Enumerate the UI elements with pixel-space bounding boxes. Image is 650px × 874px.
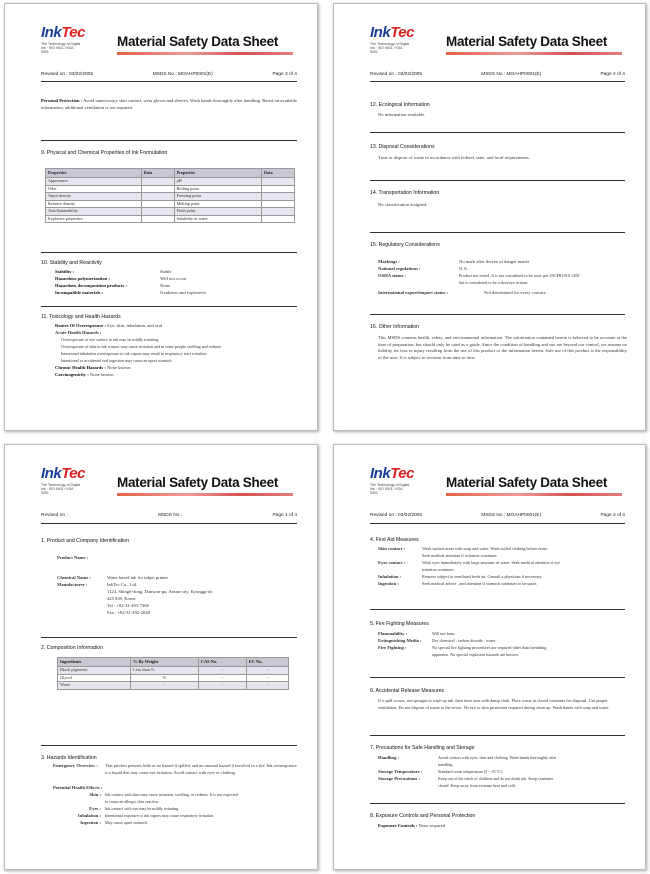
table-row: Water - - - bbox=[58, 682, 289, 690]
section-16-title: 16. Other Information bbox=[370, 324, 420, 330]
reg-label: National regulations : bbox=[378, 266, 421, 271]
divider bbox=[370, 132, 625, 133]
effect-label: Eyes : bbox=[89, 806, 101, 811]
manufacturer-line: 425 839, Korea bbox=[107, 596, 136, 601]
table-header-row: Ingredients % By Weight CAS No. EC No. bbox=[58, 658, 289, 667]
reg-label: OSHA status : bbox=[378, 273, 407, 278]
reg-label: Markings : bbox=[378, 259, 400, 264]
section-5-title: 5. Fire Fighting Measures bbox=[370, 621, 429, 627]
handling-label: Storage Precautions : bbox=[378, 776, 421, 781]
section-14-text: No classification assigned. bbox=[378, 202, 428, 207]
inktec-logo: InkTec bbox=[370, 24, 414, 41]
acute-line: Intentional or accidental oral ingestion may cause an upset stomach bbox=[61, 358, 172, 363]
divider bbox=[370, 735, 625, 736]
handling-value: handling. bbox=[438, 762, 454, 767]
aid-value: irritation continues. bbox=[422, 567, 455, 572]
aid-value: Seek medical advice , and attention if stomach continues to be upset. bbox=[422, 581, 538, 586]
title-underline bbox=[117, 493, 293, 496]
document-title: Material Safety Data Sheet bbox=[117, 34, 279, 49]
effect-label: Inhalation : bbox=[77, 813, 101, 818]
page-header bbox=[5, 445, 317, 509]
health-effects-label: Potential Health Effects : bbox=[53, 785, 103, 790]
effect-label: Skin : bbox=[89, 792, 101, 797]
inktec-logo: InkTec bbox=[41, 24, 85, 41]
emergency-text: This product presents little or no hazard if spilled, and no unusual hazard if involved in a fire. Ink overexposure is a liquid that may cause eye irritation. Avoid contact with eyes or clothing. bbox=[105, 763, 297, 775]
divider bbox=[41, 306, 297, 307]
polymerization-value: Will not occur bbox=[160, 276, 187, 281]
reg-label: International export/import status : bbox=[378, 290, 449, 295]
effect-value: Intentional exposure to ink vapors may cause respiratory irritation. bbox=[105, 813, 215, 818]
divider bbox=[370, 677, 625, 678]
chemical-name-label: Chemical Name : bbox=[57, 575, 91, 580]
page-number: Page 1 of 4 bbox=[272, 513, 297, 518]
divider bbox=[370, 314, 625, 315]
inktec-logo: InkTec bbox=[41, 465, 85, 482]
document-title: Material Safety Data Sheet bbox=[117, 475, 279, 490]
section-9-title: 9. Physical and Chemical Properties of Ink Formulation bbox=[41, 150, 168, 156]
fire-label: Extinguishing Media : bbox=[378, 638, 422, 643]
handling-value: closed. Keep away from extreme heat and cold. bbox=[438, 783, 516, 788]
effect-label: Ingestion : bbox=[80, 820, 101, 825]
table-row: Autoflammability Flash point bbox=[46, 208, 295, 216]
incompatible-value: Oxidizers and explosives bbox=[160, 290, 207, 295]
page-meta bbox=[41, 513, 297, 518]
divider bbox=[370, 523, 625, 524]
handling-value: Keep out of the reach of children and do not drink ink. Keep container bbox=[438, 776, 554, 781]
msds-page-3 bbox=[4, 3, 318, 431]
aid-label: Skin contact : bbox=[378, 546, 406, 551]
table-header-row: Properties Data Properties Data bbox=[46, 169, 295, 178]
handling-value: Avoid contact with eyes, skin and clothing. Wash hands thoroughly after bbox=[438, 755, 557, 760]
divider bbox=[41, 523, 297, 524]
chronic-row: Chronic Health Hazards : None known bbox=[55, 365, 131, 370]
personal-protection: Personal Protection : Avoid unnecessary skin contact, wear gloves and sleeves. Wash hands thoroughly after handling. Based on available information, additional ventilation is not required. bbox=[41, 98, 297, 110]
exposure-row: Exposure Controls : None required bbox=[378, 823, 445, 828]
section-12-title: 12. Ecological Information bbox=[370, 102, 430, 108]
aid-value: Wash eyes immediately with large amounts of water. Seek medical attention if eye bbox=[422, 560, 561, 565]
effect-value: Ink contact with eye may be mildly irritating. bbox=[105, 806, 180, 811]
handling-value: Standard room temperature (5 ~ 35 °C) bbox=[438, 769, 503, 774]
section-4-title: 4. First Aid Measures bbox=[370, 537, 419, 543]
aid-value: Remove subject to ventilated fresh air. Consult a physician if necessary. bbox=[422, 574, 543, 579]
manufacturer-line: Tel : +82-31-493-7368 bbox=[107, 603, 149, 608]
properties-table bbox=[45, 168, 295, 223]
manufacturer-line: Fax : +82-31-492-2048 bbox=[107, 610, 150, 615]
aid-label: Eyes contact : bbox=[378, 560, 406, 565]
acute-label: Acute Health Hazards : bbox=[55, 330, 102, 335]
aid-label: Inhalation : bbox=[378, 574, 402, 579]
effect-value: to cause an allergic skin reaction. bbox=[105, 799, 160, 804]
page-number: Page 2 of 4 bbox=[600, 513, 625, 518]
section-7-title: 7. Precautions for Safe Handling and Storage bbox=[370, 745, 475, 751]
section-1-title: 1. Product and Company Identification bbox=[41, 538, 129, 544]
section-12-text: No information available. bbox=[378, 112, 426, 117]
table-row: Glycol % - - bbox=[58, 674, 289, 682]
msds-page-1 bbox=[4, 444, 318, 870]
msds-page-2 bbox=[333, 444, 646, 870]
title-underline bbox=[446, 493, 622, 496]
revised-date: Revised on : 03/02/2005 bbox=[370, 513, 423, 518]
manufacturer-line: 1124, Shingil-dong, Danwon-gu, Ansan-city, Kyunggi-do bbox=[107, 589, 213, 594]
routes-row: Routes Of Overexposure : Eye, skin, inhalation, and oral bbox=[55, 323, 163, 328]
table-row: Appearance pH bbox=[46, 178, 295, 186]
title-underline bbox=[446, 52, 622, 55]
fire-label: Flammability : bbox=[378, 631, 408, 636]
carcinogenicity-row: Carcinogenicity : None known bbox=[55, 372, 114, 377]
reg-value: N.A. bbox=[459, 266, 468, 271]
handling-label: Storage Temperature : bbox=[378, 769, 423, 774]
section-13-title: 13. Disposal Considerations bbox=[370, 144, 435, 150]
fire-value: Dry chemical , carbon dioxide , water bbox=[432, 638, 496, 643]
msds-number: MSDS No : MOAHP0001(E) bbox=[481, 513, 542, 518]
document-title: Material Safety Data Sheet bbox=[446, 475, 608, 490]
logo-subtitle: The Technology of Digital Ink · ISO 9001 / KSA 9001 bbox=[41, 483, 81, 495]
msds-page-4 bbox=[333, 3, 646, 431]
section-2-title: 2. Composition Information bbox=[41, 645, 103, 651]
fire-value: Will not burn. bbox=[432, 631, 456, 636]
incompatible-row: Incompatible materials : bbox=[55, 290, 104, 295]
revised-date: Revised on : bbox=[41, 513, 68, 518]
divider bbox=[370, 232, 625, 233]
divider bbox=[370, 609, 625, 610]
polymerization-row: Hazardous polymerization : bbox=[55, 276, 110, 281]
effect-value: Ink contact with skin may cause irritation, swelling, or redness. It is not expected bbox=[105, 792, 238, 797]
divider bbox=[41, 745, 297, 746]
manufacturer-label: Manufacturer : bbox=[57, 582, 88, 587]
acute-line: Overexposure of eye surface to ink may be mildly irritating. bbox=[61, 337, 160, 342]
table-row: Black pigments Less than % - - bbox=[58, 667, 289, 675]
composition-table bbox=[57, 657, 289, 690]
stability-value: Stable bbox=[160, 269, 172, 274]
table-row: Vapor density Freezing point bbox=[46, 193, 295, 201]
logo-subtitle: The Technology of Digital Ink · ISO 9001 / KSA 9001 bbox=[41, 42, 81, 54]
divider bbox=[370, 81, 625, 82]
page-header bbox=[334, 4, 645, 68]
section-8-title: 8. Exposure Controls and Personal Protection bbox=[370, 813, 476, 819]
divider bbox=[41, 140, 297, 141]
section-13-text: Treat or dispose of waste in accordance with federal, state, and local requirements. bbox=[378, 155, 530, 160]
reg-value: Product not tested. It is not considered to be toxic per 29CFR1910.1200 bbox=[459, 273, 580, 278]
msds-number: MSDS No : bbox=[158, 513, 183, 518]
divider bbox=[41, 637, 297, 638]
msds-number: MSDS No : MOAHP0001(E) bbox=[481, 72, 542, 77]
aid-value: Seek medical attention if irritation continues. bbox=[422, 553, 498, 558]
handling-label: Handling : bbox=[378, 755, 400, 760]
fire-value: No special fire fighting procedures are required other than breathing bbox=[432, 645, 547, 650]
divider bbox=[41, 81, 297, 82]
logo-subtitle: The Technology of Digital Ink · ISO 9001 / KSA 9001 bbox=[370, 483, 410, 495]
page-meta bbox=[370, 72, 625, 77]
reg-value: No mark after decree of danger matter bbox=[459, 259, 530, 264]
section-15-title: 15. Regulatory Considerations bbox=[370, 242, 440, 248]
divider bbox=[370, 803, 625, 804]
page-number: Page 3 of 4 bbox=[272, 72, 297, 77]
logo-subtitle: The Technology of Digital Ink · ISO 9001 / KSA 9001 bbox=[370, 42, 410, 54]
product-name-label: Product Name : bbox=[57, 555, 89, 560]
divider bbox=[41, 252, 297, 253]
decomposition-value: None bbox=[160, 283, 170, 288]
page-number: Page 4 of 4 bbox=[600, 72, 625, 77]
fire-label: Fire Fighting : bbox=[378, 645, 407, 650]
section-16-text: This MSDS contains health, safety, and environmental information. The information contained herein is believed to be accurate at the time of preparation, but should only be used as a guide. Since the condition of handling and use are beyond our control, we assume no liability for loss or injury resulting from the use of this product or the information herein. Safe use of this product is the responsibility of the user. It is subject to revision from time to time. bbox=[378, 335, 627, 360]
inktec-logo: InkTec bbox=[370, 465, 414, 482]
effect-value: May cause upset stomach. bbox=[105, 820, 148, 825]
page-header bbox=[5, 4, 317, 68]
page-header bbox=[334, 445, 645, 509]
msds-number: MSDS No : MOAHP0001(E) bbox=[152, 72, 213, 77]
stability-row: Stability : bbox=[55, 269, 75, 274]
section-6-title: 6. Accidental Release Measures bbox=[370, 688, 445, 694]
revised-date: Revised on : 03/02/2005 bbox=[370, 72, 423, 77]
table-row: Relative density Melting point bbox=[46, 200, 295, 208]
table-row: Explosive properties Solubility in water bbox=[46, 215, 295, 223]
reg-value: Not determined for every country. bbox=[484, 290, 547, 295]
revised-date: Revised on : 03/02/2005 bbox=[41, 72, 94, 77]
acute-line: Overexposure of skin to ink contact may cause irritation and in some people swelling and redness bbox=[61, 344, 221, 349]
acute-line: Intentional inhalation overexposure to ink vapors may result in respiratory tract irritation bbox=[61, 351, 207, 356]
decomposition-row: Hazardous decomposition products : bbox=[55, 283, 128, 288]
title-underline bbox=[117, 52, 293, 55]
section-6-text: If a spill occurs, use sponges to wipe up ink, then rinse area with damp cloth. Place waste in closed container for disposal. Use proper ventilation. Do not dispose of waste to the sewer. No eye or skin protection required during clean up. Wash hands with soap and water. bbox=[378, 698, 610, 710]
chemical-name-value: Water based ink for inkjet printer bbox=[107, 575, 168, 580]
aid-label: Ingestion : bbox=[378, 581, 399, 586]
fire-value: apparatus. No special explosion hazards are known. bbox=[432, 652, 519, 657]
section-10-title: 10. Stability and Reactivity bbox=[41, 260, 102, 266]
page-meta bbox=[41, 72, 297, 77]
divider bbox=[370, 180, 625, 181]
manufacturer-line: InkTec Co., Ltd. bbox=[107, 582, 138, 587]
aid-value: Wash surface areas with soap and water. Wash soiled clothing before reuse. bbox=[422, 546, 549, 551]
section-11-title: 11. Toxicology and Health Hazards bbox=[41, 314, 121, 320]
section-14-title: 14. Transportation Information bbox=[370, 190, 440, 196]
section-3-title: 3. Hazards Identification bbox=[41, 755, 97, 761]
page-meta bbox=[370, 513, 625, 518]
table-row: Odor Boiling point bbox=[46, 185, 295, 193]
emergency-label: Emergency Overview : bbox=[53, 763, 98, 768]
document-title: Material Safety Data Sheet bbox=[446, 34, 608, 49]
reg-value: but is considered to be a skin/eye irritant. bbox=[459, 280, 529, 285]
